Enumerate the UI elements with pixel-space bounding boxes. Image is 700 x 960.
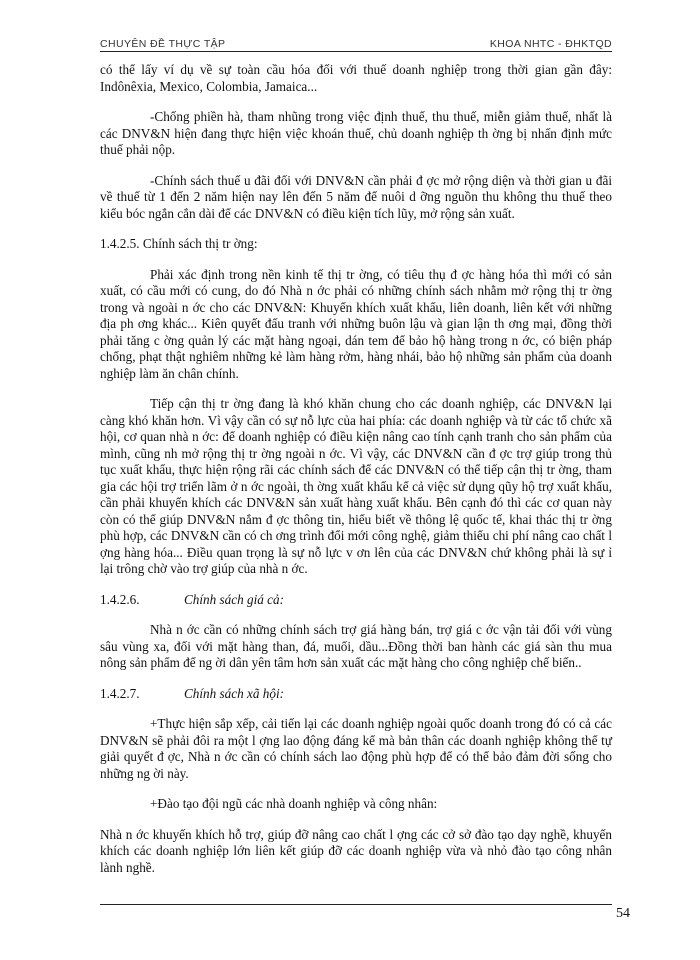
paragraph: +Đào tạo đội ngũ các nhà doanh nghiệp và công nhân:: [150, 796, 438, 811]
paragraph: -Chống phiền hà, tham nhũng trong việc định thuế, thu thuế, miễn giảm thuế, nhất là các DNV&N hiện đang thực hiện việc khoán thuế, chủ doanh nghiệp th ờng bị nhấn định mức thuế phải nộp.: [100, 109, 612, 157]
paragraph: Nhà n ớc cần có những chính sách trợ giá hàng bán, trợ giá c ớc vận tải đối với vùng sâu vùng xa, đối với mặt hàng than, đá, muối, dầu...Đồng thời ban hành các giá sàn thu mua nông sản phẩm để ng ời dân yên tâm hơn sản xuất các mặt hàng cho công nghiệp chế biến..: [100, 622, 612, 670]
document-body: [100, 62, 612, 890]
footer-rule: [100, 904, 612, 905]
section-title: Chính sách xã hội:: [184, 685, 284, 701]
section-title: Chính sách giá cả:: [184, 591, 284, 607]
paragraph: có thể lấy ví dụ về sự toàn cầu hóa đối với thuế doanh nghiệp trong thời gian gần đây: Indônêxia, Mexico, Colombia, Jamaica...: [100, 62, 612, 94]
page-number: 54: [616, 906, 630, 921]
paragraph: Tiếp cận thị tr ờng đang là khó khăn chung cho các doanh nghiệp, các DNV&N lại càng khó khăn hơn. Vì vậy cần có sự nỗ lực của hai phía: các doanh nghiệp và từ các tổ chức xã hội, cơ quan nhà n ớc: để doanh nghiệp có điều kiện nâng cao tính cạnh tranh cho sản phẩm của mình, cũng nh mở rộng thị tr ờng ngoài n ớc. Vì vậy, các DNV&N cần đ ợc trợ giúp trong thủ tục xuất khẩu, thực hiện rộng rãi các chính sách để các DNV&N có thể tiếp cận thị tr ờng, tham gia các hội trợ triển lãm ở n ớc ngoài, th ờng xuất khẩu kể cả việc sử dụng qũy hộ trợ xuất khẩu, cần phải khuyến khích các DNV&N sản xuất hàng xuất khẩu. Bên cạnh đó thì các cơ quan này còn có thể giúp DNV&N nắm đ ợc thông tin, hiểu biết về thông lệ quốc tế, khai thác thị tr ờng phù hợp, các DNV&N cần có ch ơng trình đổi mới công nghệ, giảm thiểu chi phí nâng cao chất l ợng hàng hóa... Điều quan trọng là sự nỗ lực v ơn lên của các DNV&N chứ không phải là sự ỉ lại trông chờ vào trợ giúp của nhà n ớc.: [100, 396, 612, 576]
section-heading-price-policy: [100, 592, 612, 609]
page-header: [100, 38, 612, 52]
paragraph: Nhà n ớc khuyến khích hỗ trợ, giúp đỡ nâng cao chất l ợng các cở sở đào tạo dạy nghề, khuyến khích các doanh nghiệp lớn liên kết giúp đỡ các doanh nghiệp vừa và nhỏ đào tạo công nhân lành nghề.: [100, 826, 612, 875]
section-heading-market-policy: [100, 236, 612, 253]
section-title: Chính sách thị tr ờng:: [142, 236, 258, 251]
paragraph: Phải xác định trong nền kinh tế thị tr ờng, có tiêu thụ đ ợc hàng hóa thì mới có sản xuất, có cầu mới có cung, do đó Nhà n ớc phải có những chính sách nhằm mở rộng thị tr ờng trong và ngoài n ớc cho các DNV&N: Khuyến khích xuất khẩu, liên doanh, liên kết với những địa ph ơng khác... Kiên quyết đấu tranh với những buôn lậu và gian lận th ơng mại, đồng thời phải tăng c ờng quản lý các mặt hàng ngoại, dán tem để bảo hộ hàng trong n ớc, có biện pháp chống, phạt thật nghiêm những kẻ làm hàng rởm, hàng nhái, bảo hộ những sản phẩm của doanh nghiệp làm ăn chân chính.: [100, 266, 612, 381]
header-right: KHOA NHTC - ĐHKTQD: [489, 38, 612, 50]
section-heading-social-policy: [100, 686, 612, 703]
section-number: 1.4.2.6.: [100, 591, 140, 607]
paragraph: +Thực hiện sắp xếp, cải tiến lại các doanh nghiệp ngoài quốc doanh trong đó có cả các DNV&N sẽ phải đôi ra một l ợng lao động đáng kể mà bản thân các doanh nghiệp không thể tự giải quyết đ ợc, Nhà n ớc cần có chính sách lao động phù hợp để có thể bảo đảm đời sống cho những ng ời này.: [100, 716, 612, 781]
header-left: CHUYÊN ĐỀ THỰC TẬP: [100, 38, 226, 50]
section-number: 1.4.2.7.: [100, 685, 140, 701]
section-number: 1.4.2.5.: [100, 236, 140, 251]
paragraph: -Chính sách thuế u đãi đối với DNV&N cần phải đ ợc mở rộng diện và thời gian u đãi về thuế từ 1 đến 2 năm hiện nay lên đến 5 năm để nuôi d ỡng nguồn thu không thu thuế theo kiểu bóc ngắn cắn dài để các DNV&N có điều kiện tích lũy, mở rộng sản xuất.: [100, 172, 612, 221]
